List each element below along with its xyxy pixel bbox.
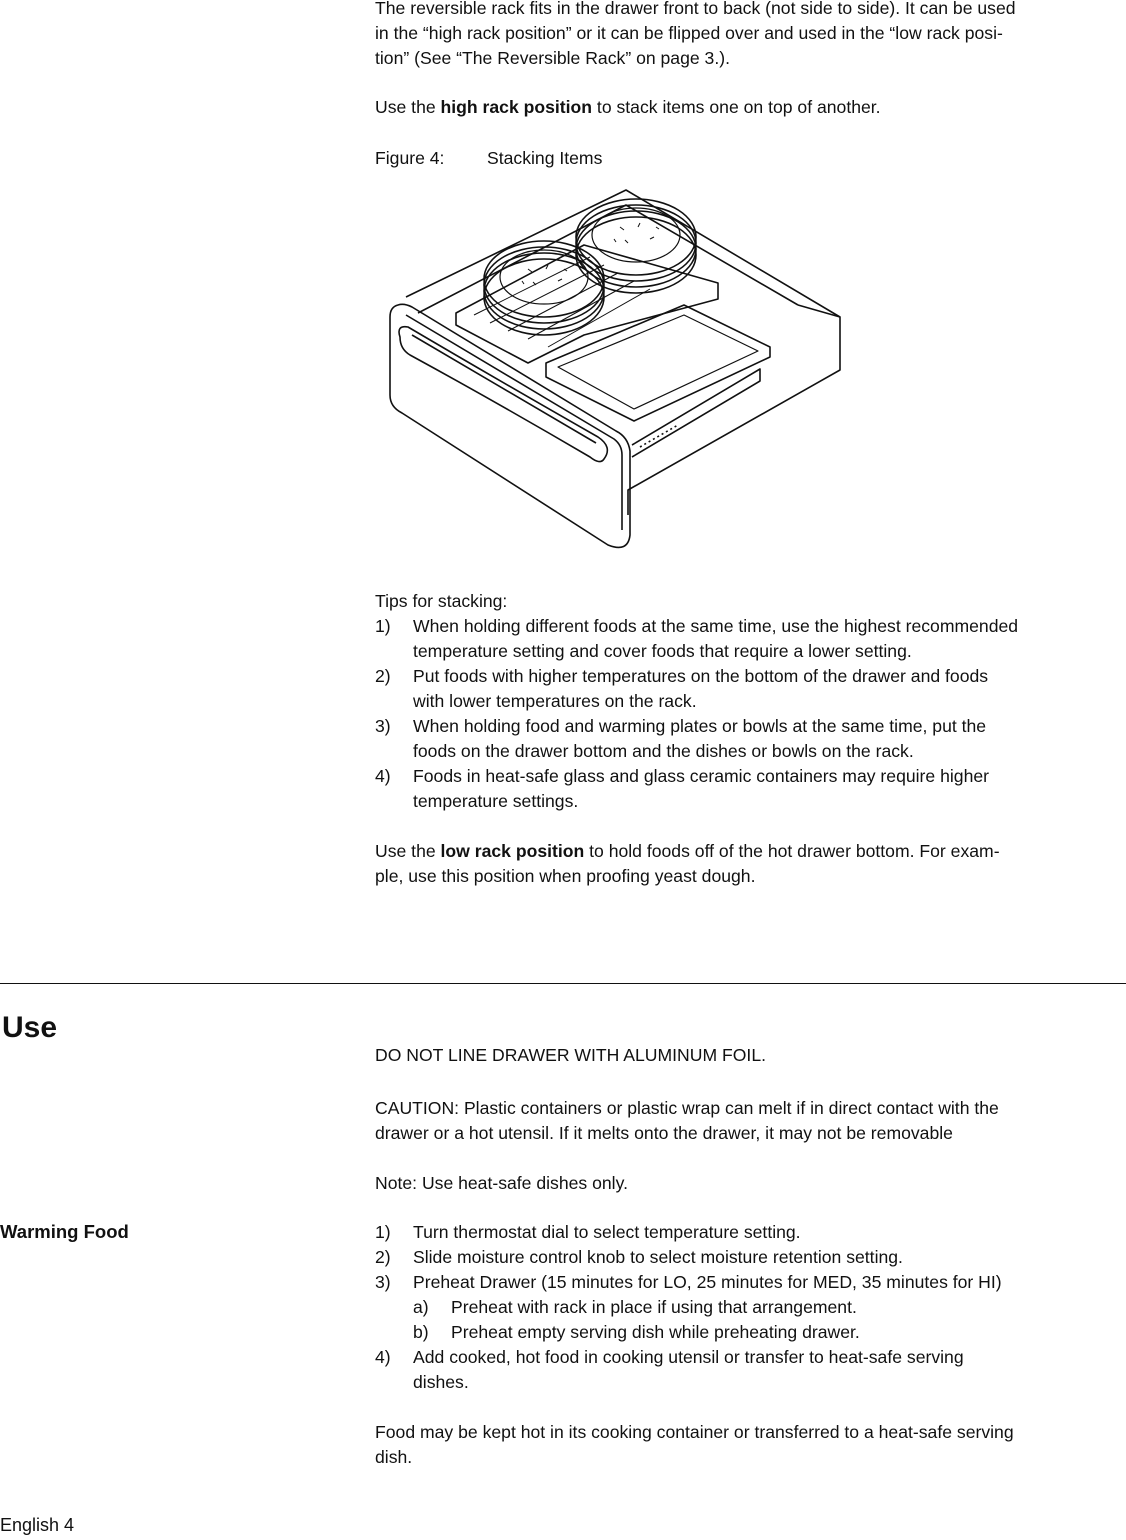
section-heading-use: Use [2,1011,58,1044]
drawer-handle [399,327,607,462]
low-rack-paragraph: Use the low rack position to hold foods off of the hot drawer bottom. For exam- ple, use this position when proofing yeast dough. [375,841,1000,886]
drawer-front-panel [390,304,630,547]
closing-paragraph: Food may be kept hot in its cooking container or transferred to a heat-safe serving dish. [375,1422,1014,1467]
plate-stack-back [576,199,696,293]
note-paragraph: Note: Use heat-safe dishes only. [375,1173,628,1193]
intro-line: in the “high rack position” or it can be flipped over and used in the “low rack posi- [375,23,1003,43]
list-item: 4) Add cooked, hot food in cooking utensil or transfer to heat-safe serving dishes. [375,1347,964,1392]
high-rack-term: high rack position [440,97,593,117]
foil-warning: DO NOT LINE DRAWER WITH ALUMINUM FOIL. [375,1045,766,1065]
drawer-right-wall [798,305,840,317]
high-rack-paragraph: Use the high rack position to stack items one on top of another. [375,97,881,117]
figure-caption [375,146,602,171]
caution-paragraph: CAUTION: Plastic containers or plastic wrap can melt if in direct contact with the drawer or a hot utensil. If it melts onto the drawer, it may not be removable [375,1098,999,1143]
list-item: a) Preheat with rack in place if using that arrangement. [413,1297,857,1317]
tips-list [375,614,1125,814]
list-item: 2) Put foods with higher temperatures on the bottom of the drawer and foods with lower temperatures on the rack. [375,666,989,711]
figure-number: Figure 4: [375,148,445,168]
intro-line: tion” (See “The Reversible Rack” on page 3.). [375,48,730,68]
page-footer: English 4 [0,1515,75,1535]
preheat-substeps [413,1295,1125,1345]
list-item: 1) When holding different foods at the same time, use the highest recommended temperature setting and cover foods that require a lower setting. [375,616,1019,661]
figure-title: Stacking Items [487,148,603,168]
list-item: 4) Foods in heat-safe glass and glass ceramic containers may require higher temperature settings. [375,766,989,811]
subheading-warming-food: Warming Food [0,1221,129,1242]
list-item: 2) Slide moisture control knob to select moisture retention setting. [375,1247,903,1267]
warming-steps [375,1220,1125,1395]
list-item: b) Preheat empty serving dish while preheating drawer. [413,1322,860,1342]
warming-drawer-illustration [378,185,848,555]
low-rack-term: low rack position [440,841,585,861]
list-item: 3) Preheat Drawer (15 minutes for LO, 25 minutes for MED, 35 minutes for HI) a) Preheat with rack in place if using that arrangement. b) Preheat empty serving dish while preheating drawer. [375,1270,1125,1345]
list-item: 1) Turn thermostat dial to select temperature setting. [375,1222,801,1242]
intro-line: The reversible rack fits in the drawer front to back (not side to side). It can be used [375,0,1016,18]
tips-heading: Tips for stacking: [375,591,508,611]
drawer-box [406,190,840,515]
list-item: 3) When holding food and warming plates or bowls at the same time, put the foods on the drawer bottom and the dishes or bowls on the rack. [375,716,987,761]
section-divider [0,983,1126,984]
intro-paragraph [375,0,1121,71]
